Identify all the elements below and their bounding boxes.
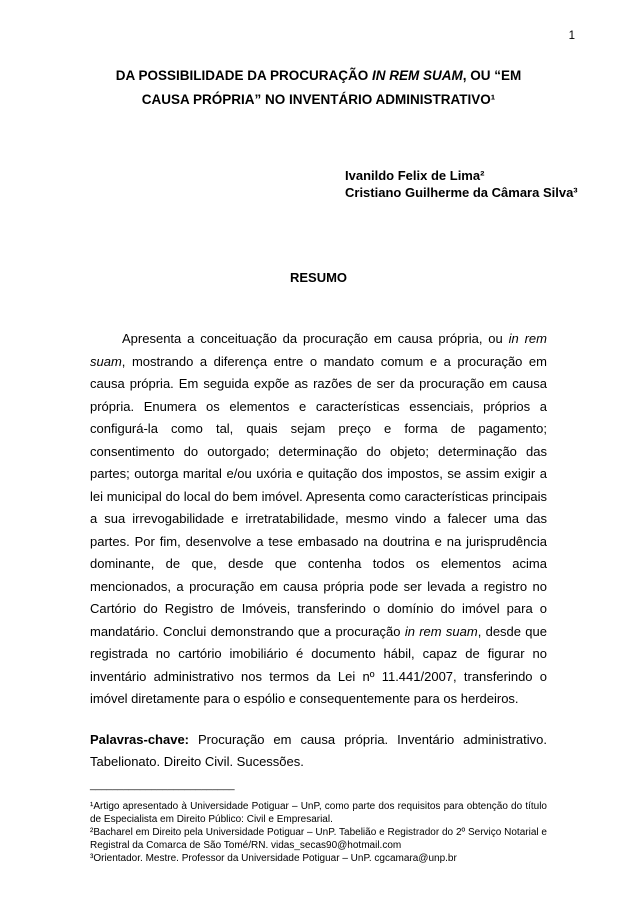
title-segment: , OU “EM CAUSA PRÓPRIA” NO INVENTÁRIO ADMINISTRATIVO¹: [141, 68, 522, 107]
keywords-paragraph: [90, 729, 547, 774]
footnote-separator: __________________________: [90, 779, 235, 791]
abstract-text-italic: in rem suam: [404, 623, 478, 639]
abstract-text: , desde que registrada no cartório imobiliário é documento hábil, capaz de figurar no inventário administrativo nos termos da Lei nº 11.441/2007, transferindo o imóvel diretamente para o espólio e consequentemente para os herdeiros.: [90, 623, 547, 706]
footnotes-block: [90, 800, 547, 865]
author-line-1: Ivanildo Felix de Lima²: [345, 168, 485, 183]
resumo-heading: RESUMO: [289, 270, 348, 285]
keywords-text: Procuração em causa própria. Inventário administrativo. Tabelionato. Direito Civil. Sucessões.: [90, 731, 547, 769]
abstract-text-italic: in rem suam: [90, 331, 547, 369]
keywords-label: Palavras-chave:: [90, 731, 190, 747]
article-title: [90, 64, 547, 112]
authors-block: [345, 168, 578, 201]
author-line-2: Cristiano Guilherme da Câmara Silva³: [345, 184, 578, 200]
footnote-3: ³Orientador. Mestre. Professor da Universidade Potiguar – UnP. cgcamara@unp.br: [90, 852, 457, 864]
title-segment: DA POSSIBILIDADE DA PROCURAÇÃO: [115, 68, 372, 83]
footnote-2: ²Bacharel em Direito pela Universidade Potiguar – UnP. Tabelião e Registrador do 2º Serviço Notarial e Registral da Comarca de São Tomé/RN. vidas_secas90@hotmail.com: [90, 826, 547, 851]
title-segment-italic: IN REM SUAM: [372, 68, 463, 83]
abstract-paragraph: [90, 328, 547, 711]
abstract-text: Apresenta a conceituação da procuração em causa própria, ou: [122, 331, 509, 346]
page-number: 1: [568, 30, 575, 42]
footnote-1: ¹Artigo apresentado à Universidade Potiguar – UnP, como parte dos requisitos para obtenção do título de Especialista em Direito Público: Civil e Empresarial.: [90, 800, 547, 825]
abstract-text: , mostrando a diferença entre o mandato comum e a procuração em causa própria. Em seguida expõe as razões de ser da procuração em causa própria. Enumera os elementos e características essenciais, próprios a configurá-la como tal, quais sejam preço e forma de pagamento; consentimento do outorgado; determinação do objeto; determinação das partes; outorga marital e/ou uxória e quitação dos impostos, se assim exigir a lei municipal do local do bem imóvel. Apresenta como características principais a sua irrevogabilidade e irretratabilidade, mesmo vindo a falecer uma das partes. Por fim, desenvolve a tese embasado na doutrina e na jurisprudência dominante, de que, desde que contenha todos os elementos acima mencionados, a procuração em causa própria pode ser levada a registro no Cartório do Registro de Imóveis, transferindo o domínio do imóvel para o mandatário. Conclui demonstrando que a procuração: [90, 353, 547, 639]
